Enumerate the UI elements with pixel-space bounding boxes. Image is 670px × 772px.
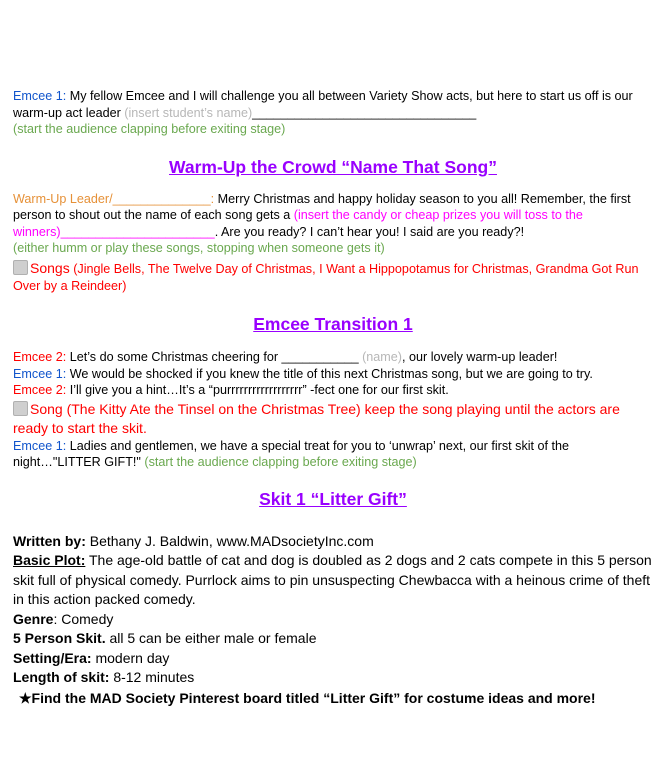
stage-direction: (start the audience clapping before exiting stage) [144, 455, 417, 469]
written-by-label: Written by: [13, 532, 86, 549]
setting [13, 649, 653, 669]
warmup-paragraph [13, 191, 653, 241]
intro-paragraph [13, 88, 653, 121]
written-by [13, 532, 653, 552]
name-placeholder: (name) [362, 350, 402, 364]
basic-plot-label: Basic Plot: [13, 552, 86, 568]
song-cue [13, 400, 653, 438]
basic-plot-value: The age-old battle of cat and dog is doubled as 2 dogs and 2 cats compete in this 5 person skit full of physical comedy. Purrlock aims to pin unsuspecting Chewbacca with a heinous crime of theft in this action packed comedy. [13, 552, 652, 607]
checkbox-icon[interactable] [13, 401, 28, 416]
basic-plot [13, 551, 653, 610]
length-label: Length of skit: [13, 669, 110, 685]
prize-note: (insert the candy or cheap prizes you will toss to the winners)______________________ [13, 208, 583, 239]
genre [13, 610, 653, 630]
insert-name-placeholder: (insert student’s name) [124, 105, 253, 120]
speaker-emcee-1: Emcee 1: [13, 438, 67, 453]
speaker-warmup-leader: Warm-Up Leader/______________: [13, 191, 215, 206]
line-text: We would be shocked if you knew the title of this next Christmas song, but we are going to try. [66, 366, 593, 381]
warmup-text-2: . Are you ready? I can’t hear you! I said are you ready?! [214, 224, 525, 239]
transition-line-2 [13, 366, 653, 383]
written-by-value: Bethany J. Baldwin, www.MADsocietyInc.com [85, 532, 374, 549]
songs-label: Songs [30, 259, 70, 276]
intro-text: My fellow Emcee and I will challenge you all between Variety Show acts, but here to start us off is our warm-up act leader [13, 89, 633, 120]
section-heading-warmup: Warm-Up the Crowd “Name That Song” [169, 156, 497, 177]
transition-line-1 [13, 349, 653, 366]
songs-titles: (Jingle Bells, The Twelve Day of Christmas, I Want a Hippopotamus for Christmas, Grandma Got Run Over by a Reindeer) [13, 261, 639, 293]
length-value: 8-12 minutes [109, 669, 195, 685]
song-cue-text: Song (The Kitty Ate the Tinsel on the Christmas Tree) keep the song playing until the actors are ready to start the skit. [13, 400, 620, 436]
section-heading-skit: Skit 1 “Litter Gift” [259, 488, 407, 509]
stage-direction: (start the audience clapping before exiting stage) [13, 122, 286, 136]
speaker-emcee-1: Emcee 1: [13, 366, 67, 381]
songs-list [13, 259, 653, 295]
pinterest-note: ★Find the MAD Society Pinterest board titled “Litter Gift” for costume ideas and more! [19, 689, 596, 706]
line-text: Ladies and gentlemen, we have a special treat for you to ‘unwrap’ next, our first skit of the night…"LITTER GIFT!" [13, 438, 570, 469]
line-text: I’ll give you a hint…It’s a “purrrrrrrrrrrrrrrrrr” -fect one for our first skit. [66, 383, 449, 397]
stage-direction: (either humm or play these songs, stopping when someone gets it) [13, 241, 385, 255]
speaker-emcee-2: Emcee 2: [13, 350, 67, 364]
checkbox-icon[interactable] [13, 260, 28, 275]
transition-line-4 [13, 438, 653, 471]
blank-line: ________________________________ [252, 105, 477, 120]
line-text: Let’s do some Christmas cheering for ___________ [66, 350, 363, 364]
setting-value: modern day [91, 649, 170, 666]
genre-label: Genre [13, 610, 54, 627]
document-page [13, 88, 653, 707]
setting-label: Setting/Era: [13, 649, 92, 666]
transition-line-3 [13, 382, 653, 399]
cast-label: 5 Person Skit. [13, 630, 106, 646]
cast-size [13, 629, 653, 649]
warmup-text: Merry Christmas and happy holiday season to you all! Remember, the first person to shout out the name of each song gets a [13, 191, 631, 222]
genre-value: : Comedy [53, 610, 114, 627]
speaker-emcee-1: Emcee 1: [13, 89, 67, 103]
line-text-end: , our lovely warm-up leader! [402, 350, 558, 364]
speaker-emcee-2: Emcee 2: [13, 383, 67, 397]
section-heading-transition: Emcee Transition 1 [253, 314, 413, 334]
cast-value: all 5 can be either male or female [105, 630, 317, 646]
length [13, 668, 653, 688]
